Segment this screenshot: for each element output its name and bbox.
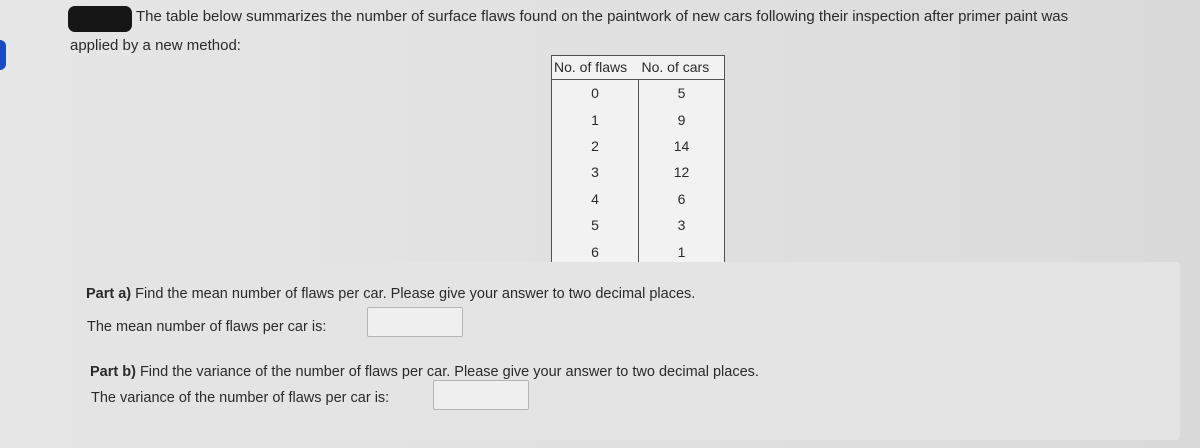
table-cell-flaws: 0 — [552, 80, 639, 107]
question-intro-line-2: applied by a new method: — [70, 37, 241, 54]
table-cell-flaws: 6 — [552, 238, 639, 264]
flaws-table — [551, 55, 725, 265]
table-cell-cars: 3 — [677, 217, 686, 234]
variance-answer-input[interactable] — [433, 380, 529, 410]
part-a-prompt — [86, 285, 695, 303]
table-cell-flaws: 3 — [552, 159, 639, 185]
table-row — [552, 186, 724, 212]
table-cell-cars: 5 — [677, 85, 686, 102]
mean-answer-input[interactable] — [367, 307, 463, 337]
part-b-answer-label: The variance of the number of flaws per car is: — [91, 390, 390, 406]
table-cell-flaws: 2 — [552, 133, 639, 159]
column-header-flaws: No. of flaws — [552, 56, 639, 80]
table-cell-cars: 1 — [677, 243, 686, 260]
table-cell-cars: 6 — [677, 190, 686, 207]
part-a-label: Part a) — [86, 286, 132, 302]
part-b-label: Part b) — [90, 364, 136, 380]
table-cell-flaws: 5 — [552, 212, 639, 238]
table-header-row — [552, 56, 724, 80]
table-row — [552, 212, 724, 238]
table-cell-cars: 14 — [673, 137, 690, 154]
table-cell-cars: 9 — [677, 111, 686, 128]
column-header-cars: No. of cars — [639, 56, 725, 80]
table-row — [552, 133, 724, 159]
table-row — [552, 80, 724, 107]
table-cell-flaws: 4 — [552, 186, 639, 212]
part-a-answer-label: The mean number of flaws per car is: — [87, 319, 327, 335]
part-a-text: Find the mean number of flaws per car. Please give your answer to two decimal places. — [135, 286, 696, 302]
part-b-prompt — [90, 363, 759, 381]
redaction-block — [68, 6, 132, 32]
table-cell-cars: 12 — [673, 164, 690, 181]
table-row — [552, 238, 724, 264]
part-b-text: Find the variance of the number of flaws per car. Please give your answer to two decimal places. — [139, 364, 759, 380]
table-row — [552, 106, 724, 132]
question-intro-line-1: The table below summarizes the number of surface flaws found on the paintwork of new cars following their inspection after primer paint was — [136, 8, 1069, 25]
scroll-marker — [0, 40, 6, 70]
table-cell-flaws: 1 — [552, 106, 639, 132]
table-row — [552, 159, 724, 185]
